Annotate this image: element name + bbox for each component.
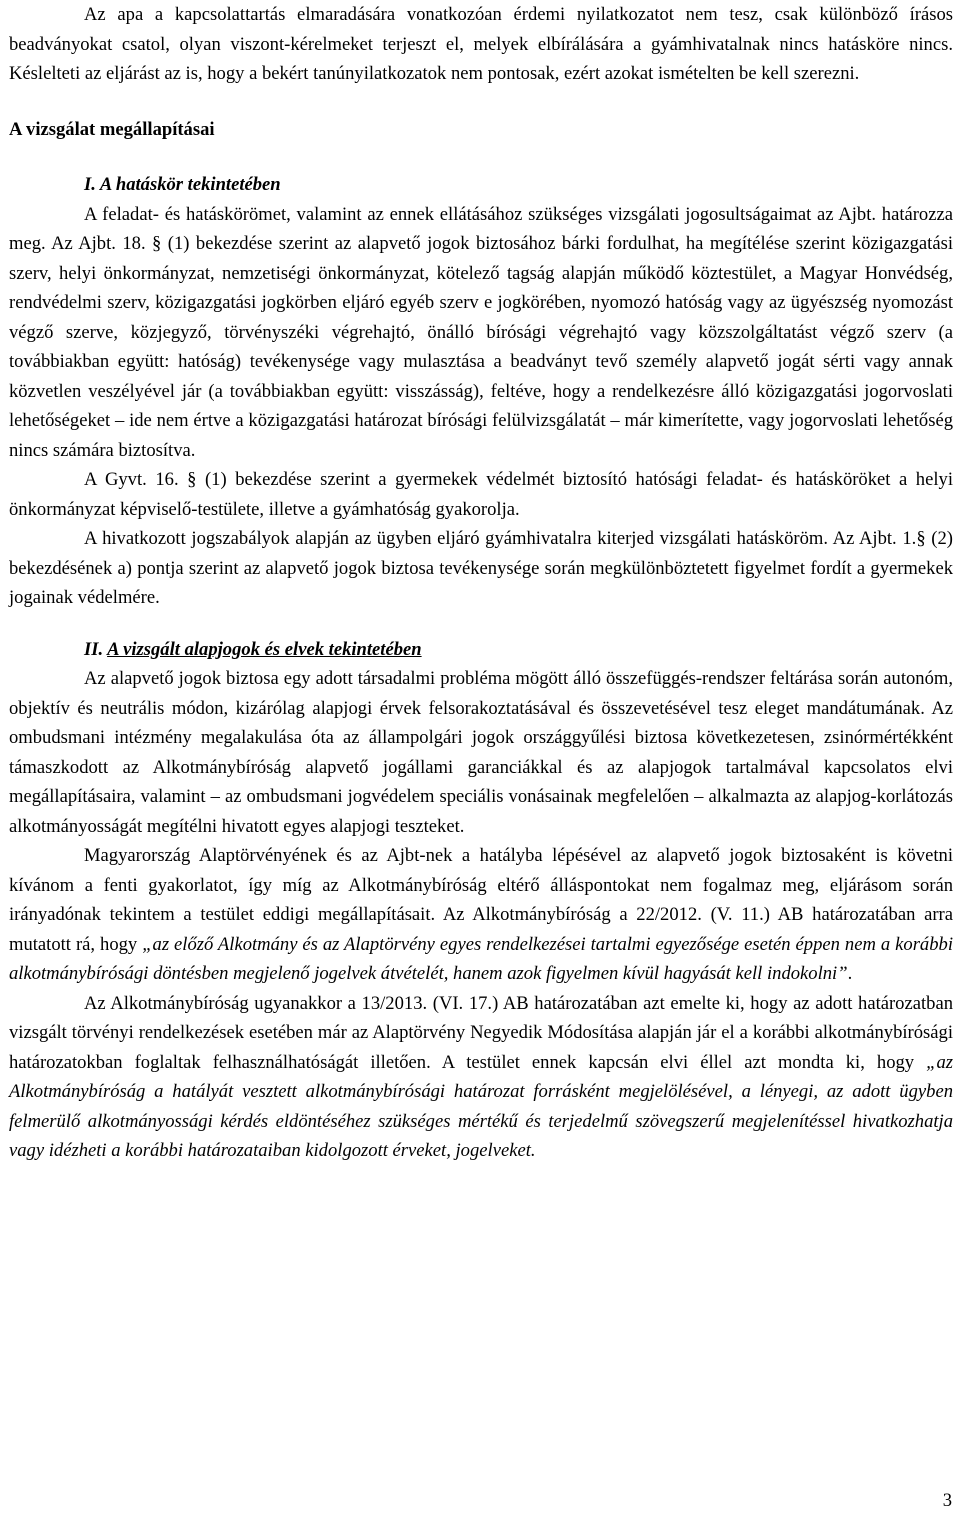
subsection-heading-title: A vizsgált alapjogok és elvek tekintetében [107, 638, 422, 660]
alapjogok-paragraph-3-lead: Az Alkotmánybíróság ugyanakkor a 13/2013. (VI. 17.) AB határozatában azt emelte ki, hogy az adott határozatban vizsgált törvényi rendelkezések esetében már az Alaptörvény Negyedik Módosítása alapján jár el a korábbi alkotmánybírósági határozatokban foglaltak felhasználhatóságát illetően. A testület ennek kapcsán elvi éllel azt mondta ki, hogy [9, 992, 953, 1073]
alapjogok-paragraph-2-end: . [847, 963, 853, 984]
alapjogok-paragraph-2 [9, 841, 953, 989]
spacer [9, 613, 953, 635]
intro-paragraph: Az apa a kapcsolattartás elmaradására vonatkozóan érdemi nyilatkozatot nem tesz, csak különböző írásos beadványokat csatol, olyan viszont-kérelmeket terjeszt el, melyek elbírálására a gyámhivatalnak nincs hatásköre nincs. Késlelteti az eljárást az is, hogy a bekért tanúnyilatkozatok nem pontosak, ezért azokat ismételten be kell szerezni. [9, 4, 953, 84]
alapjogok-paragraph-2-quote: „az előző Alkotmány és az Alaptörvény egyes rendelkezései tartalmi egyezősége esetén éppen nem a korábbi alkotmánybírósági döntésben megjelenő jogelvek átvételét, hanem azok figyelmen kívül hagyását kell indokolni” [9, 933, 953, 984]
subsection-heading-hataskor: I. A hatáskör tekintetében [84, 174, 281, 195]
hataskor-paragraph-1: A feladat- és hatáskörömet, valamint az ennek ellátásához szükséges vizsgálati jogosultságaimat az Ajbt. határozza meg. Az Ajbt. 18. § (1) bekezdése szerint az alapvető jogok biztosához bárki fordulhat, ha megítélése szerint közigazgatási szerv, helyi önkormányzat, nemzetiségi önkormányzat, kötelező tagság alapján működő köztestület, a Magyar Honvédség, rendvédelmi szerv, közigazgatási jogkörben eljáró egyéb szerv e jogkörében, nyomozó hatóság vagy az ügyészség nyomozást végző szerve, közjegyző, törvényszéki végrehajtó, önálló bírósági végrehajtó vagy közszolgáltatást végző szerv (a továbbiakban együtt: hatóság) tevékenysége vagy mulasztása a beadványt tevő személy alapvető jogát sérti vagy annak közvetlen veszélyével jár (a továbbiakban együtt: visszásság), feltéve, hogy a rendelkezésre álló közigazgatási jogorvoslati lehetőségeket – ide nem értve a közigazgatási határozat bírósági felülvizsgálatát – már kimerítette, vagy jogorvoslati lehetőség nincs számára biztosítva. [9, 203, 953, 461]
hataskor-paragraph-3: A hivatkozott jogszabályok alapján az ügyben eljáró gyámhivatalra kiterjed vizsgálati hatásköröm. Az Ajbt. 1.§ (2) bekezdésének a) pontja szerint az alapvető jogok biztosa tevékenysége során megkülönböztetett figyelmet fordít a gyermekek jogainak védelmére. [9, 528, 953, 608]
document-page [9, 0, 953, 1166]
page-number: 3 [942, 1490, 952, 1511]
subsection-heading-number: II. [84, 638, 104, 660]
hataskor-paragraph-2: A Gyvt. 16. § (1) bekezdése szerint a gyermekek védelmét biztosító hatósági feladat- és hatásköröket a helyi önkormányzat képviselő-testülete, illetve a gyámhatóság gyakorolja. [9, 469, 953, 520]
alapjogok-paragraph-3 [9, 989, 953, 1166]
alapjogok-paragraph-3-quote: „az Alkotmánybíróság a hatályát vesztett alkotmánybírósági határozat forrásként megjelölésével, a lényegi, az adott ügyben felmerülő alkotmányossági kérdés eldöntéséhez szükséges mértékű és terjedelmű szövegszerű megjelenítéssel hivatkozhatja vagy idézheti a korábbi határozataiban kidolgozott érveket, jogelveket. [9, 1051, 953, 1161]
alapjogok-paragraph-2-lead: Magyarország Alaptörvényének és az Ajbt-nek a hatályba lépésével az alapvető jogok biztosaként is követni kívánom a fenti gyakorlatot, így míg az Alkotmánybíróság eltérő álláspontokat nem fogalmaz meg, eljárásom során irányadónak tekintem a testület eddigi megállapításait. Az Alkotmánybíróság a 22/2012. (V. 11.) AB határozatában arra mutatott rá, hogy [9, 845, 953, 955]
alapjogok-paragraph-1: Az alapvető jogok biztosa egy adott társadalmi probléma mögött álló összefüggés-rendszer feltárása során autonóm, objektív és neutrális módon, kizárólag alapjogi érvek felsorakoztatásával és összevetésével tesz eleget mandátumának. Az ombudsmani intézmény megalakulása óta az állampolgári jogok országgyűlési biztosa következetesen, zsinórmértékként támaszkodott az Alkotmánybíróság alapvető jogállami garanciákkal és az alapjogok tartalmával kapcsolatos elvi megállapításaira, valamint – az ombudsmani jogvédelem speciális vonásainak megfelelően – alkalmazta az alapjog-korlátozás alkotmányosságát megítélni hivatott egyes alapjogi teszteket. [9, 668, 953, 837]
section-heading: A vizsgálat megállapításai [9, 118, 215, 140]
subsection-heading-alapjogok [9, 635, 953, 665]
spacer [9, 144, 953, 170]
spacer [9, 89, 953, 115]
